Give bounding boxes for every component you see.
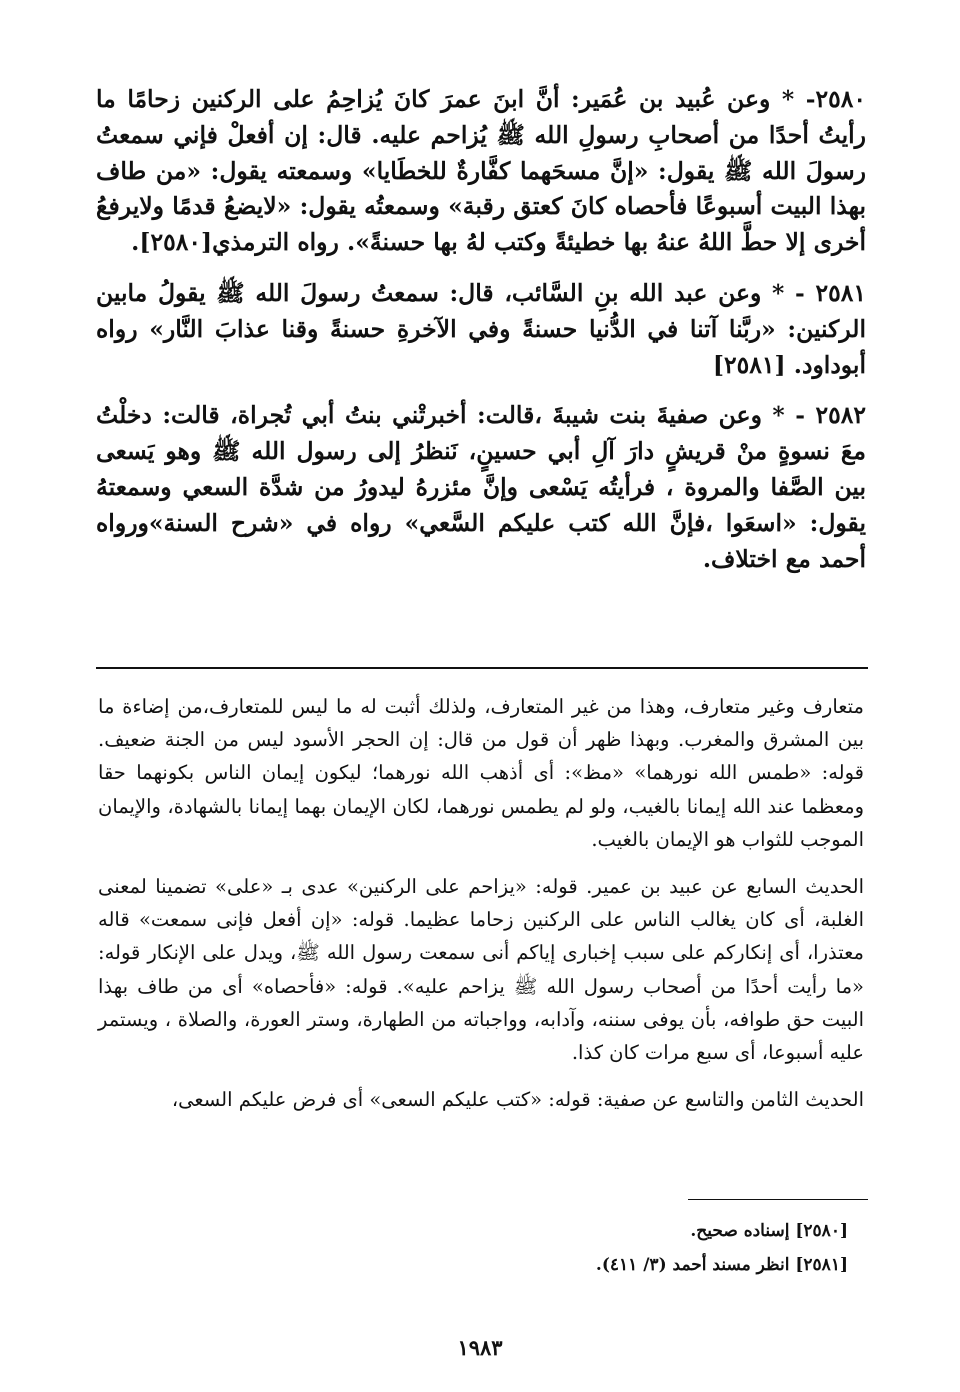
footnote-divider (688, 1199, 868, 1200)
section-divider (96, 667, 868, 669)
commentary-section (98, 690, 864, 1116)
footnote-2581: [٢٥٨١] انظر مسند أحمد (٣/ ٤١١). (595, 1255, 848, 1275)
commentary-paragraph-3: الحديث الثامن والتاسع عن صفية: قوله: «كتب عليكم السعى» أى فرض عليكم السعى، (171, 1088, 864, 1112)
hadith-section (96, 82, 866, 577)
footnotes (300, 1214, 848, 1282)
hadith-2582: ٢٥٨٢ - * وعن صفيةَ بنت شيبةَ ،قالت: أخبرتْني بنتُ أبي تُجراة، قالت: دخلْتُ معَ نسوةٍ منْ قريشٍ دارَ آلِ أبي حسينٍ، نَنظرُ إلى رسول الله ﷺ وهو يَسعى بين الصَّفا والمروة ، فرأيتُه يَسْعى وإنَّ مئزرهُ ليدورُ من شدَّة السعي وسمعتهُ يقول: «اسعَوا ،فإنَّ الله كتب عليكم السَّعي» رواه في «شرح السنة»ورواه أحمد مع اختلاف. (96, 401, 866, 573)
commentary-paragraph-1: متعارف وغير متعارف، وهذا من غير المتعارف، ولذلك أثبت له ما ليس للمتعارف،من إضاءة ما بين المشرق والمغرب. وبهذا ظهر أن قول من قال: إن الحجر الأسود ليس من الجنة ضعيف. قوله: «طمس الله نورهما» «مظ»: أى أذهب الله نورهما؛ ليكون إيمان الناس بكونهما حقا ومعظما عند الله إيمانا بالغيب، ولو لم يطمس نورهما، لكان الإيمان بهما إيمانا بالشهادة، والإيمان الموجب للثواب هو الإيمان بالغيب. (98, 695, 864, 851)
commentary-paragraph-2: الحديث السابع عن عبيد بن عمير. قوله: «يزاحم على الركنين» عدى بـ «على» تضمينا لمعنى الغلبة، أى كان يغالب الناس على الركنين زحاما عظيما. قوله: «إن أفعل فإنى سمعت» قاله معتذرا، أى إنكاركم على سبب إخبارى إياكم أنى سمعت رسول الله ﷺ، ويدل على الإنكار قوله: «ما رأيت أحدًا من أصحاب رسول الله ﷺ يزاحم عليه». قوله: «فأحصاه» أى من طاف بهذا البيت حق طوافه، بأن يوفى سننه، وآدابه، وواجباته من الطهارة، وستر العورة، والصلاة ، ويستمر عليه أسبوعا، أى سبع مرات كان كذا. (98, 875, 864, 1065)
hadith-2580: ٢٥٨٠- * وعن عُبيد بن عُمَير: أنَّ ابنَ عمرَ كانَ يُزاحِمُ على الركنين زحامًا ما رأيتُ أحدًا من أصحابِ رسولِ الله ﷺ يُزاحم عليه. قال: إن أفعلْ فإني سمعتُ رسولَ الله ﷺ يقول: «إنَّ مسحَهما كفَّارةٌ للخطَايا» وسمعته يقول: «من طاف بهذا البيت أسبوعًا فأحصاه كانَ كعتق رقبة» وسمعتُه يقول: «لايضعُ قدمًا ولايرفعُ أخرى إلا حطَّ اللهُ عنهُ بها خطيئةً وكتب لهُ بها حسنةً». رواه الترمذي[٢٥٨٠]. (96, 85, 866, 257)
footnote-2580: [٢٥٨٠] إسناده صحيح. (690, 1221, 848, 1241)
page-number: ١٩٨٣ (457, 1335, 503, 1360)
hadith-2581: ٢٥٨١ - * وعن عبد الله بنِ السَّائب، قال: سمعتُ رسولَ الله ﷺ يقولُ مابين الركنين: «ربَّنا آتنا في الدُّنيا حسنةً وفي الآخرةِ حسنةً وقنا عذابَ النَّار» رواه أبوداود. [٢٥٨١] (96, 278, 866, 379)
